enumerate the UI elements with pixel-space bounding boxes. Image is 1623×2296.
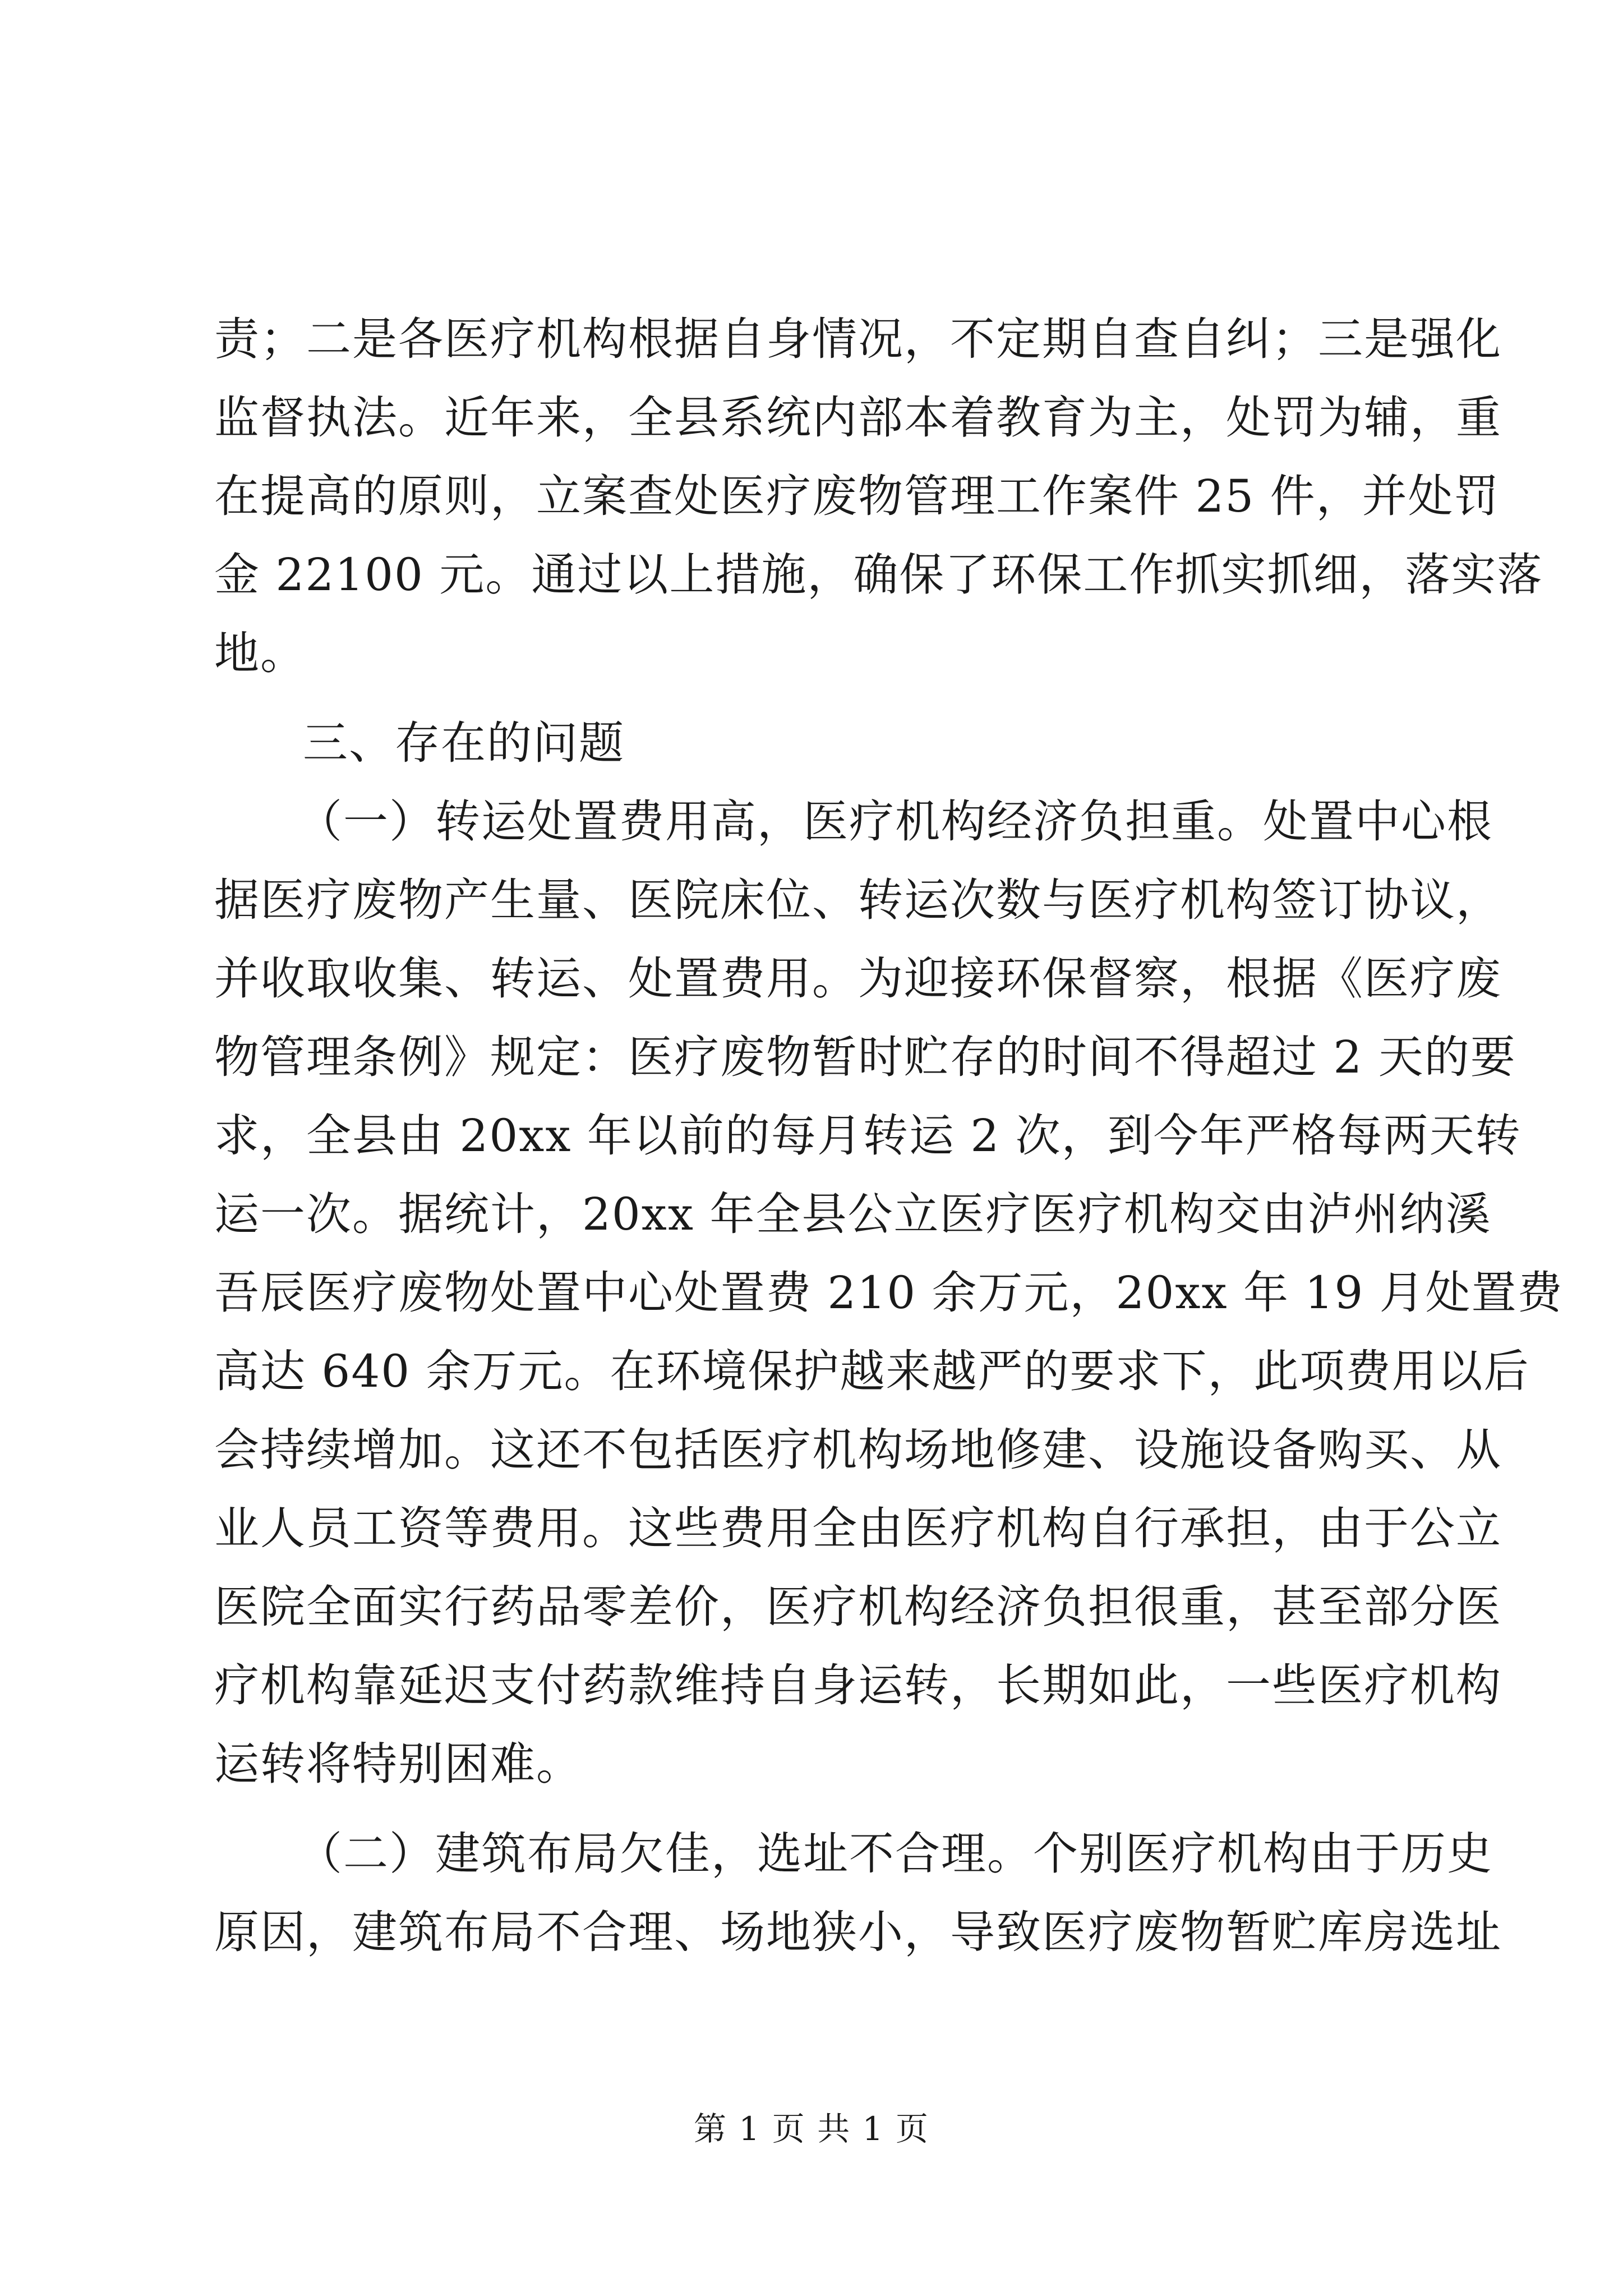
paragraph-line-17: 医院全面实行药品零差价，医疗机构经济负担很重，甚至部分医: [214, 1581, 1502, 1633]
paragraph-line-2: 监督执法。近年来，全县系统内部本着教育为主，处罚为辅，重: [214, 392, 1502, 444]
paragraph-line-15: 会持续增加。这还不包括医疗机构场地修建、设施设备购买、从: [214, 1424, 1502, 1476]
paragraph-line-14: 高达 640 余万元。在环境保护越来越严的要求下，此项费用以后: [214, 1345, 1530, 1397]
paragraph-line-18: 疗机构靠延迟支付药款维持自身运转，长期如此，一些医疗机构: [214, 1659, 1502, 1711]
paragraph-line-19: 运转将特别困难。: [214, 1738, 582, 1790]
paragraph-line-3: 在提高的原则，立案查处医疗废物管理工作案件 25 件，并处罚: [214, 470, 1500, 522]
paragraph-line-5: 地。: [214, 627, 306, 679]
paragraph-line-12: 运一次。据统计，20xx 年全县公立医疗医疗机构交由泸州纳溪: [214, 1188, 1492, 1240]
section-heading: 三、存在的问题: [303, 717, 625, 769]
paragraph-line-9: 并收取收集、转运、处置费用。为迎接环保督察，根据《医疗废: [214, 953, 1502, 1005]
paragraph-line-20: （二）建筑布局欠佳，选址不合理。个别医疗机构由于历史: [297, 1828, 1493, 1880]
paragraph-line-13: 吾辰医疗废物处置中心处置费 210 余万元，20xx 年 19 月处置费: [214, 1267, 1564, 1319]
paragraph-line-1: 责；二是各医疗机构根据自身情况，不定期自查自纠；三是强化: [214, 313, 1502, 365]
paragraph-line-4: 金 22100 元。通过以上措施，确保了环保工作抓实抓细，落实落: [214, 549, 1543, 601]
page-footer: 第 1 页 共 1 页: [694, 2110, 929, 2148]
paragraph-line-11: 求，全县由 20xx 年以前的每月转运 2 次，到今年严格每两天转: [214, 1110, 1521, 1162]
paragraph-line-16: 业人员工资等费用。这些费用全由医疗机构自行承担，由于公立: [214, 1502, 1502, 1554]
paragraph-line-8: 据医疗废物产生量、医院床位、转运次数与医疗机构签订协议，: [214, 874, 1502, 926]
paragraph-line-7: （一）转运处置费用高，医疗机构经济负担重。处置中心根: [297, 795, 1493, 848]
paragraph-line-10: 物管理条例》规定：医疗废物暂时贮存的时间不得超过 2 天的要: [214, 1031, 1516, 1083]
paragraph-line-21: 原因，建筑布局不合理、场地狭小，导致医疗废物暂贮库房选址: [214, 1906, 1502, 1958]
